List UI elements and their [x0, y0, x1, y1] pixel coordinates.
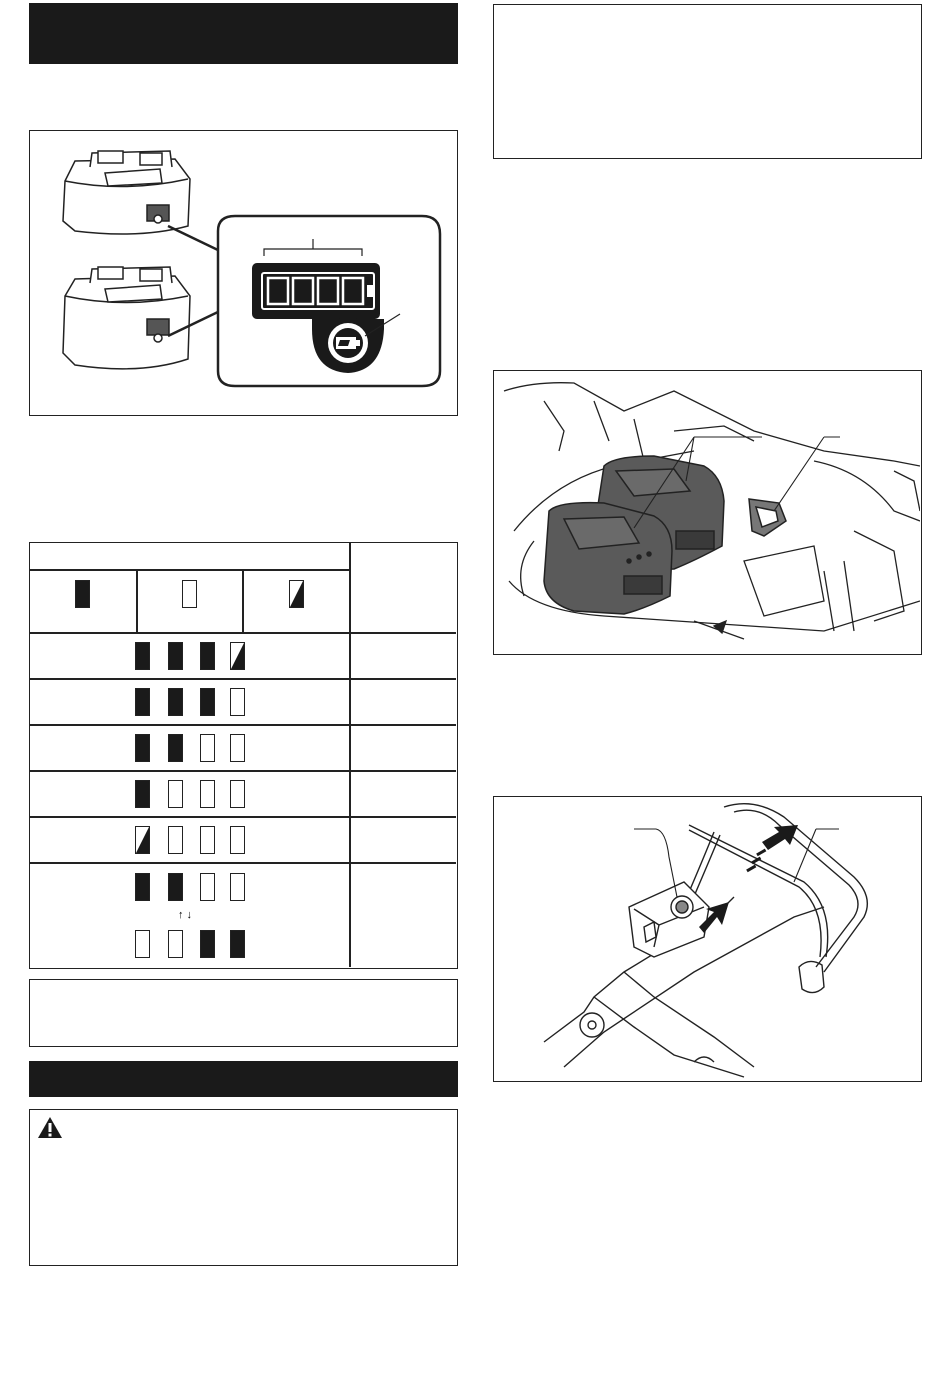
battery-latch [749, 499, 786, 536]
lamp-r5-4 [230, 873, 245, 901]
lamp-r0-2 [168, 642, 183, 670]
alternating-arrows: ↑ ↓ [178, 909, 193, 921]
battery-indicator-figure [29, 130, 458, 416]
battery-compartment-figure [493, 370, 922, 655]
lamp-r2-2 [168, 734, 183, 762]
lamp-r4-1 [135, 826, 150, 854]
lamp-r5-3 [200, 873, 215, 901]
lamp-r4-2 [168, 826, 183, 854]
lamp-r3-4 [230, 780, 245, 808]
warning-triangle-icon [37, 1116, 63, 1139]
section-heading-bar [29, 3, 458, 64]
indicator-lamps-table [29, 542, 458, 969]
lamp-r1-4 [230, 688, 245, 716]
lamp-r0-3 [200, 642, 215, 670]
lamp-r1-3 [200, 688, 215, 716]
lamp-r5alt-4 [230, 930, 245, 958]
lamp-r2-1 [135, 734, 150, 762]
lamp-r2-4 [230, 734, 245, 762]
legend-lamp-blinking [289, 580, 304, 608]
lamp-r5-1 [135, 873, 150, 901]
battery-lower [63, 267, 190, 369]
lamp-r3-1 [135, 780, 150, 808]
handle-lever-illustration [494, 797, 920, 1080]
lamp-r1-1 [135, 688, 150, 716]
lamp-r5alt-1 [135, 930, 150, 958]
lamp-r2-3 [200, 734, 215, 762]
handle-lever-figure [493, 796, 922, 1082]
lamp-r0-4 [230, 642, 245, 670]
note-box-right [493, 4, 922, 159]
legend-lamp-off [182, 580, 197, 608]
lamp-r1-2 [168, 688, 183, 716]
lift-arrow-icon [746, 825, 798, 872]
lamp-r4-3 [200, 826, 215, 854]
legend-lamp-on [75, 580, 90, 608]
lamp-r3-3 [200, 780, 215, 808]
lamp-r5-2 [168, 873, 183, 901]
battery-upper [63, 151, 190, 234]
lamp-r5alt-3 [200, 930, 215, 958]
indicator-lamp-panel [252, 263, 380, 319]
battery-pack-front [544, 503, 672, 614]
lamp-r5alt-2 [168, 930, 183, 958]
battery-illustration [30, 131, 456, 414]
note-box-left [29, 979, 458, 1047]
lamp-r4-4 [230, 826, 245, 854]
lamp-r3-2 [168, 780, 183, 808]
section-bar [29, 1061, 458, 1097]
lamp-r0-1 [135, 642, 150, 670]
battery-compartment-illustration [494, 371, 920, 653]
warning-box [29, 1109, 458, 1266]
